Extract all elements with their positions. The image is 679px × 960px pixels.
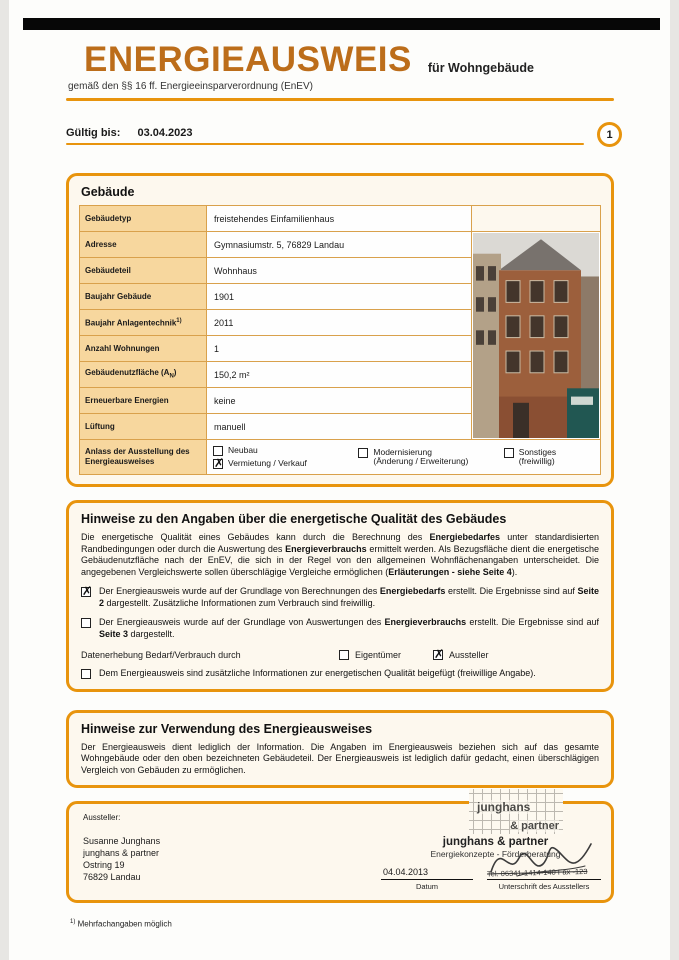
usage-paragraph: Der Energieausweis dient lediglich der Information. Die Angaben im Energieausweis beziehen sich auf das gesamte Wohngebäude oder den oben bezeichneten Gebäudeteil. Der Energieausweis ist lediglich dafür gedacht, einen überschlägigen Vergleich von Gebäuden zu ermöglichen. xyxy=(81,741,599,775)
row-value-gebaeudetyp: freistehendes Einfamilienhaus xyxy=(207,206,471,231)
phone-struck-text: Tel. 06341-1414-140 Fax -123 xyxy=(486,866,588,879)
building-photo xyxy=(472,232,600,439)
document-page xyxy=(9,0,670,960)
bedarf-item xyxy=(81,586,599,609)
additional-info-item xyxy=(81,668,599,680)
issuer-address xyxy=(83,835,160,883)
row-label-gebaeudenutzflaeche: Gebäudenutzfläche $(A_N)$ xyxy=(80,362,206,387)
row-label-adresse: Adresse xyxy=(80,232,206,257)
issuer-street: Ostring 19 xyxy=(83,860,125,870)
row-label-anlass: Anlass der Ausstellung des Energieausweises xyxy=(80,440,206,474)
row-value-baujahr-gebaeude: 1901 xyxy=(207,284,471,309)
table-spacer xyxy=(472,206,600,231)
checkbox-modernisierung xyxy=(358,448,368,458)
page-content xyxy=(66,34,614,929)
row-label-gebaeudeteil: Gebäudeteil xyxy=(80,258,206,283)
occasion-col-3 xyxy=(504,448,594,466)
option-aussteller: ✗ Aussteller xyxy=(434,647,489,661)
building-table xyxy=(79,205,601,475)
option-sonstiges: Sonstiges (freiwillig) xyxy=(504,448,594,466)
row-label-baujahr-anlagentechnik: Baujahr Anlagentechnik$^{1)}$ xyxy=(80,310,206,335)
occasion-options xyxy=(207,440,600,474)
signature-label: Unterschrift des Ausstellers xyxy=(498,882,590,891)
footnote-text: Mehrfachangaben möglich xyxy=(77,919,172,929)
valid-until-row xyxy=(66,127,614,139)
issuer-city: 76829 Landau xyxy=(83,872,141,882)
title-subtitle: für Wohngebäude xyxy=(427,61,534,75)
option-neubau: Neubau xyxy=(213,446,358,456)
row-value-erneuerbare-energien: keine xyxy=(207,388,471,413)
row-value-baujahr-anlagentechnik: 2011 xyxy=(207,310,471,335)
section-quality-notes xyxy=(66,500,614,692)
usage-section-title: Hinweise zur Verwendung des Energieausweises xyxy=(81,721,373,736)
valid-until-date: 03.04.2023 xyxy=(137,127,193,139)
signature xyxy=(487,832,599,884)
checkbox-neubau xyxy=(213,446,223,456)
option-vermietung-verkauf: ✗ Vermietung / Verkauf xyxy=(214,455,307,470)
header xyxy=(66,34,614,77)
logo-text-line1: junghans xyxy=(477,800,531,814)
issuer-company: junghans & partner xyxy=(83,848,160,858)
footnote-marker: 1) xyxy=(70,919,76,925)
checkbox-vermietung-verkauf: ✗ xyxy=(214,455,225,470)
scan-black-bar xyxy=(23,18,660,30)
row-label-gebaeudetyp: Gebäudetyp xyxy=(80,206,206,231)
section-usage-notes xyxy=(66,710,614,789)
row-value-gebaeudenutzflaeche: 150,2 m² xyxy=(207,362,471,387)
verbrauch-text: Der Energieausweis wurde auf der Grundlage von Auswertungen des Energieverbrauchs erstellt. Die Ergebnisse sind auf Seite 3 dargestellt. xyxy=(99,617,599,639)
verbrauch-item xyxy=(81,617,599,640)
logo-text-line2: & partner xyxy=(510,820,559,832)
row-label-baujahr-gebaeude: Baujahr Gebäude xyxy=(80,284,206,309)
section-building xyxy=(66,173,614,487)
regulation-note: gemäß den §§ 16 ff. Energieeinsparverordnung (EnEV) xyxy=(68,81,313,92)
section-issuer xyxy=(66,801,614,903)
checkbox-sonstiges xyxy=(504,448,514,458)
bedarf-text: Der Energieausweis wurde auf der Grundlage von Berechnungen des Energiebedarfs erstellt. Die Ergebnisse sind auf Seite 2 dargestellt. Zusätzliche Informationen zum Verbrauch sind freiwillig. xyxy=(99,586,599,608)
row-label-erneuerbare-energien: Erneuerbare Energien xyxy=(80,388,206,413)
checkbox-eigentuemer xyxy=(339,650,349,660)
row-label-lueftung: Lüftung xyxy=(80,414,206,439)
occasion-col-1 xyxy=(213,446,358,469)
checkbox-additional-info xyxy=(81,669,91,679)
company-logo xyxy=(469,789,563,834)
option-modernisierung: Modernisierung (Änderung / Erweiterung) xyxy=(358,448,503,466)
data-collection-label: Datenerhebung Bedarf/Verbrauch durch xyxy=(81,650,241,660)
valid-until-label: Gültig bis: xyxy=(66,127,121,139)
row-value-gebaeudeteil: Wohnhaus xyxy=(207,258,471,283)
date-block xyxy=(381,867,473,891)
date-line xyxy=(381,879,473,880)
row-value-anzahl-wohnungen: 1 xyxy=(207,336,471,361)
issuer-label: Aussteller: xyxy=(83,813,121,822)
quality-section-title: Hinweise zu den Angaben über die energetische Qualität des Gebäudes xyxy=(81,512,507,526)
additional-info-text: Dem Energieausweis sind zusätzliche Informationen zur energetischen Qualität beigefügt (freiwillige Angabe). xyxy=(99,668,536,678)
footnote xyxy=(70,919,614,929)
issuer-company-name: junghans & partner xyxy=(442,836,549,848)
date-label: Datum xyxy=(415,882,439,891)
quality-intro-paragraph: Die energetische Qualität eines Gebäudes kann durch die Berechnung des Energiebedarfes unter standardisierten Randbedingungen oder durch die Auswertung des Energieverbrauchs ermittelt werden. Als Bezugsfläche dient die energetische Gebäudenutzfläche nach der EnEV, die sich in der Regel von den allgemeinen Wohnflächenangaben unterscheidet. Die angegebenen Vergleichswerte sollen überschlägige Vergleiche ermöglichen (Erläuterungen - siehe Seite 4). xyxy=(81,532,599,577)
option-eigentuemer: Eigentümer xyxy=(339,650,401,660)
page-title: ENERGIEAUSWEIS xyxy=(84,40,412,79)
checkbox-verbrauch xyxy=(81,618,91,628)
data-collection-row xyxy=(81,647,599,661)
row-value-adresse: Gymnasiumstr. 5, 76829 Landau xyxy=(207,232,471,257)
issuer-tagline: Energiekonzepte - Förderberatung xyxy=(430,849,561,859)
checkbox-aussteller: ✗ xyxy=(434,647,445,661)
building-section-title: Gebäude xyxy=(81,185,135,199)
valid-divider xyxy=(66,143,584,145)
row-label-anzahl-wohnungen: Anzahl Wohnungen xyxy=(80,336,206,361)
issue-date: 04.04.2013 xyxy=(383,867,429,877)
building-photo-image xyxy=(473,233,599,438)
row-value-lueftung: manuell xyxy=(207,414,471,439)
checkbox-bedarf: ✗ xyxy=(82,584,93,598)
page-number-badge: 1 xyxy=(597,122,622,147)
header-divider xyxy=(66,98,614,101)
issuer-name: Susanne Junghans xyxy=(83,836,161,846)
occasion-col-2 xyxy=(358,448,503,466)
